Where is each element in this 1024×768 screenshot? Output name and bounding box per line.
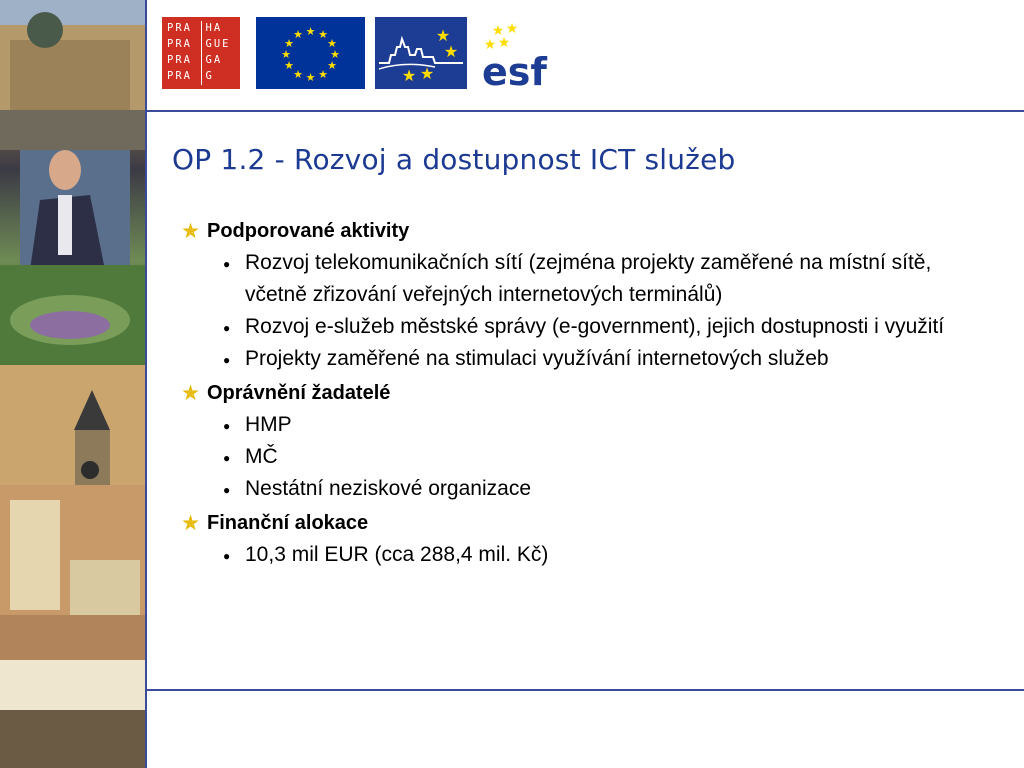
logo-text: PRA — [167, 37, 202, 53]
section-heading — [183, 507, 983, 539]
svg-text:★: ★ — [284, 37, 294, 50]
logo-text: PRA — [167, 21, 202, 37]
section-heading-text: Finanční alokace — [207, 511, 369, 534]
slide-content — [183, 215, 983, 573]
eu-stars-icon — [256, 17, 365, 89]
list-item: ● HMP — [183, 409, 983, 441]
esf-mark-icon — [478, 17, 566, 89]
svg-text:★: ★ — [305, 71, 316, 84]
bullet-list — [183, 247, 983, 375]
list-item: ● Projekty zaměřené na stimulaci využívání internetových služeb — [183, 343, 983, 375]
svg-text:★: ★ — [318, 28, 328, 41]
svg-text:★: ★ — [483, 37, 497, 53]
praha-logo — [162, 17, 240, 89]
svg-text:★: ★ — [281, 48, 291, 61]
svg-text:★: ★ — [419, 64, 435, 83]
collage-border — [145, 0, 147, 768]
bullet-list — [183, 409, 983, 505]
svg-text:★: ★ — [497, 35, 511, 51]
logo-text: HA — [205, 22, 223, 34]
svg-text:★: ★ — [435, 26, 451, 45]
star-bullet-icon: ✯ — [183, 512, 199, 533]
svg-text:★: ★ — [293, 68, 303, 81]
svg-text:★: ★ — [505, 21, 519, 37]
section-heading-text: Oprávnění žadatelé — [207, 381, 391, 404]
slide-title: OP 1.2 - Rozvoj a dostupnost ICT služeb — [172, 143, 736, 176]
list-item: ● Nestátní neziskové organizace — [183, 473, 983, 505]
svg-text:★: ★ — [330, 48, 340, 61]
prague-photo-collage — [0, 0, 145, 768]
header-divider — [147, 110, 1024, 112]
star-bullet-icon: ✯ — [183, 382, 199, 403]
section-eligible-applicants — [183, 377, 983, 505]
footer-divider — [147, 689, 1024, 691]
list-item: ● Rozvoj e-služeb městské správy (e-government), jejich dostupnosti i využití — [183, 311, 983, 343]
svg-text:★: ★ — [491, 23, 505, 39]
eu-flag-logo — [256, 17, 365, 89]
logo-text: GUE — [205, 38, 231, 50]
list-item: ● 10,3 mil EUR (cca 288,4 mil. Kč) — [183, 539, 983, 571]
svg-text:★: ★ — [401, 66, 417, 85]
section-heading — [183, 215, 983, 247]
prague-eu-logo — [375, 17, 467, 89]
svg-text:★: ★ — [293, 28, 303, 41]
section-financial-allocation — [183, 507, 983, 571]
prague-skyline-icon — [375, 17, 467, 89]
svg-text:★: ★ — [443, 42, 459, 61]
collage-graphic — [0, 0, 145, 768]
list-item: ● Rozvoj telekomunikačních sítí (zejména projekty zaměřené na místní sítě, včetně zřizování veřejných internetových terminálů) — [183, 247, 983, 311]
logo-text: GA — [205, 54, 223, 66]
list-item: ● MČ — [183, 441, 983, 473]
star-bullet-icon: ✯ — [183, 220, 199, 241]
svg-text:★: ★ — [318, 68, 328, 81]
svg-text:★: ★ — [305, 25, 316, 38]
svg-text:★: ★ — [327, 37, 337, 50]
bullet-list — [183, 539, 983, 571]
section-supported-activities — [183, 215, 983, 375]
esf-text: esf — [482, 50, 547, 89]
section-heading — [183, 377, 983, 409]
logo-text: PRA — [167, 53, 202, 69]
logo-text: PRA — [167, 69, 202, 85]
logo-text: G — [205, 70, 214, 82]
svg-text:★: ★ — [327, 59, 337, 72]
svg-text:★: ★ — [284, 59, 294, 72]
section-heading-text: Podporované aktivity — [207, 219, 410, 242]
esf-logo — [478, 17, 566, 89]
